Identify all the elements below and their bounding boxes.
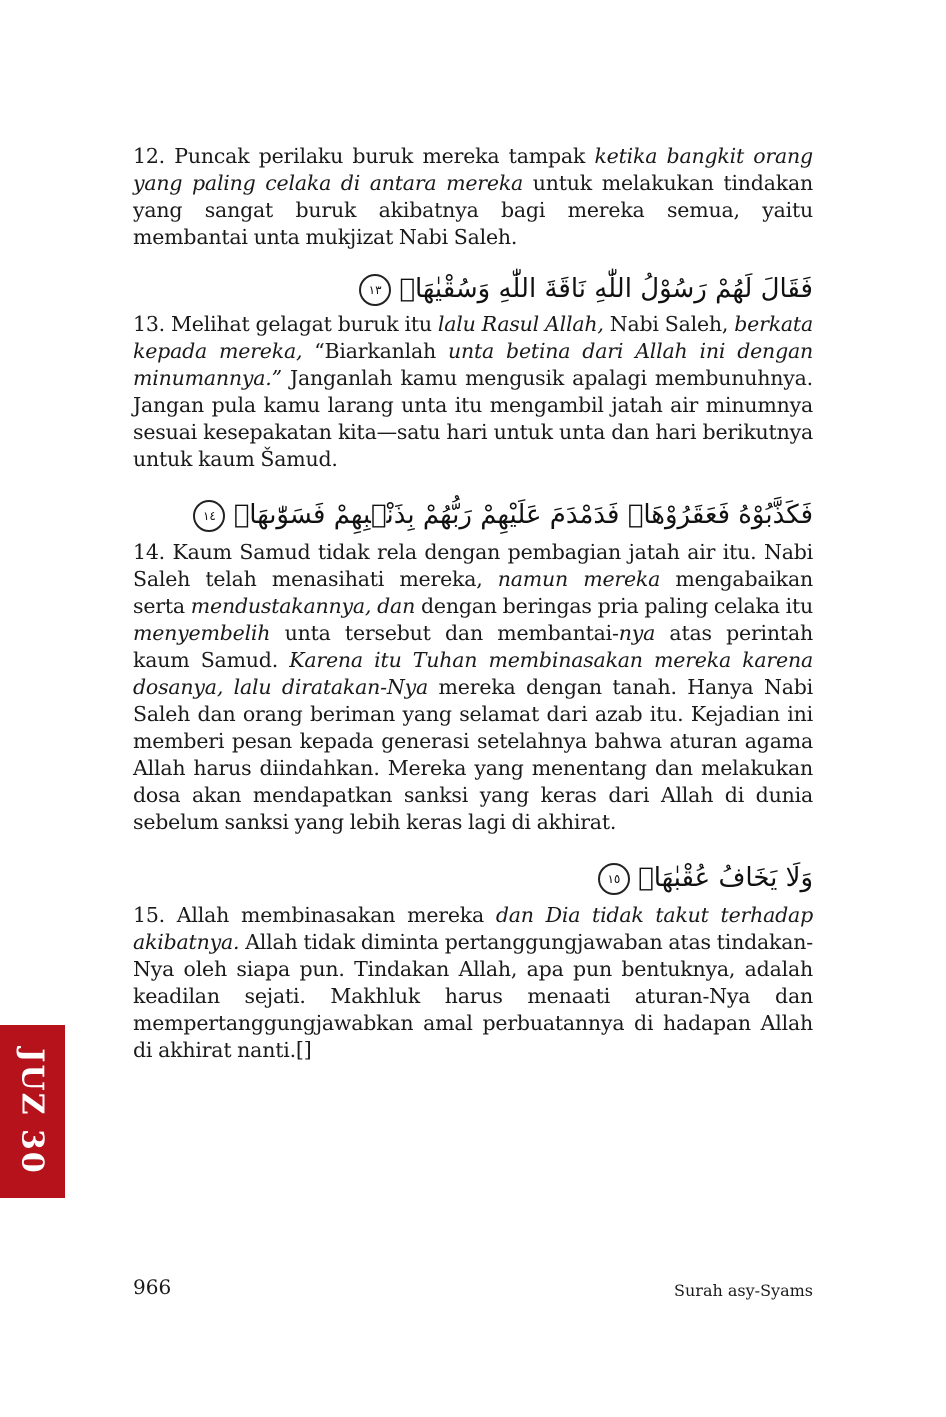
italic-text-segment: menyembelih xyxy=(133,621,271,645)
italic-text-segment: mendustakannya, dan xyxy=(190,594,416,618)
verse-number-marker: ١٣ xyxy=(359,274,391,306)
italic-text-segment: nya xyxy=(618,621,656,645)
juz-side-tab xyxy=(0,1025,65,1198)
text-segment: 12. Puncak perilaku buruk mereka tampak xyxy=(133,144,595,168)
arabic-verse-14 xyxy=(133,495,813,535)
italic-text-segment: ketika bangkit orang yang paling celaka di antara mereka xyxy=(133,144,813,195)
page-content xyxy=(133,143,813,1064)
italic-text-segment: unta betina dari Allah ini dengan minumannya.” xyxy=(133,339,814,390)
tafsir-paragraph-14 xyxy=(133,539,813,836)
text-segment: “Biarkanlah xyxy=(302,339,449,363)
tafsir-paragraph-15 xyxy=(133,902,813,1064)
text-segment: atas perintah kaum Samud. xyxy=(133,621,813,672)
arabic-verse-13 xyxy=(133,269,813,309)
text-segment: Nabi Saleh, xyxy=(603,312,735,336)
text-segment: untuk melakukan tindakan yang sangat buruk akibatnya bagi mereka semua, yaitu membantai unta mukjizat Nabi Saleh. xyxy=(133,171,813,249)
italic-text-segment: berkata kepada mereka, xyxy=(133,312,813,363)
text-segment: unta tersebut dan membantai- xyxy=(270,621,619,645)
tafsir-paragraph-13 xyxy=(133,311,813,473)
tafsir-paragraph-12 xyxy=(133,143,813,251)
italic-text-segment: dan Dia tidak takut terhadap akibatnya. xyxy=(133,903,813,954)
italic-text-segment: Karena itu Tuhan membinasakan mereka karena dosanya, lalu diratakan-Nya xyxy=(133,648,813,699)
text-segment: Janganlah kamu mengusik apalagi membunuhnya. Jangan pula kamu larang unta itu mengambil jatah air minumnya sesuai kesepakatan kita—satu hari untuk unta dan hari berikutnya untuk kaum Šamud. xyxy=(133,366,813,471)
text-segment: Allah tidak diminta pertanggungjawaban atas tindakan-Nya oleh siapa pun. Tindakan Allah, apa pun bentuknya, adalah keadilan sejati. Makhluk harus menaati aturan-Nya dan mempertanggungjawabkan amal perbuatannya di hadapan Allah di akhirat nanti.[] xyxy=(133,930,813,1062)
text-segment: 14. Kaum Samud tidak rela dengan pembagian jatah air itu. Nabi Saleh telah menasihati mereka, xyxy=(133,540,813,591)
arabic-verse-text: وَلَا يَخَافُ عُقْبٰهَاࣖ xyxy=(638,863,813,893)
page-number: 966 xyxy=(133,1275,172,1299)
arabic-verse-text: فَكَذَّبُوْهُ فَعَقَرُوْهَاۖ فَدَمْدَمَ عَلَيْهِمْ رَبُّهُمْ بِذَنْۢبِهِمْ فَسَوّٰىهَاۖ xyxy=(233,500,813,530)
italic-text-segment: lalu Rasul Allah, xyxy=(437,312,604,336)
italic-text-segment: namun mereka xyxy=(497,567,661,591)
running-footer-surah: Surah asy-Syams xyxy=(674,1281,813,1300)
text-segment: mengabaikan serta xyxy=(133,567,813,618)
text-segment: 13. Melihat gelagat buruk itu xyxy=(133,312,438,336)
verse-number-marker: ١٥ xyxy=(598,863,630,895)
arabic-verse-15 xyxy=(133,858,813,898)
juz-label: JUZ 30 xyxy=(15,1048,51,1175)
text-segment: 15. Allah membinasakan mereka xyxy=(133,903,496,927)
text-segment: dengan beringas pria paling celaka itu xyxy=(415,594,814,618)
text-segment: mereka dengan tanah. Hanya Nabi Saleh dan orang beriman yang selamat dari azab itu. Kejadian ini memberi pesan kepada generasi setelahnya bahwa aturan agama Allah harus diindahkan. Mereka yang menentang dan melakukan dosa akan mendapatkan sanksi yang keras dari Allah di dunia sebelum sanksi yang lebih keras lagi di akhirat. xyxy=(133,675,813,834)
arabic-verse-text: فَقَالَ لَهُمْ رَسُوْلُ اللّٰهِ نَاقَةَ اللّٰهِ وَسُقْيٰهَاۗ xyxy=(399,274,813,304)
verse-number-marker: ١٤ xyxy=(193,500,225,532)
